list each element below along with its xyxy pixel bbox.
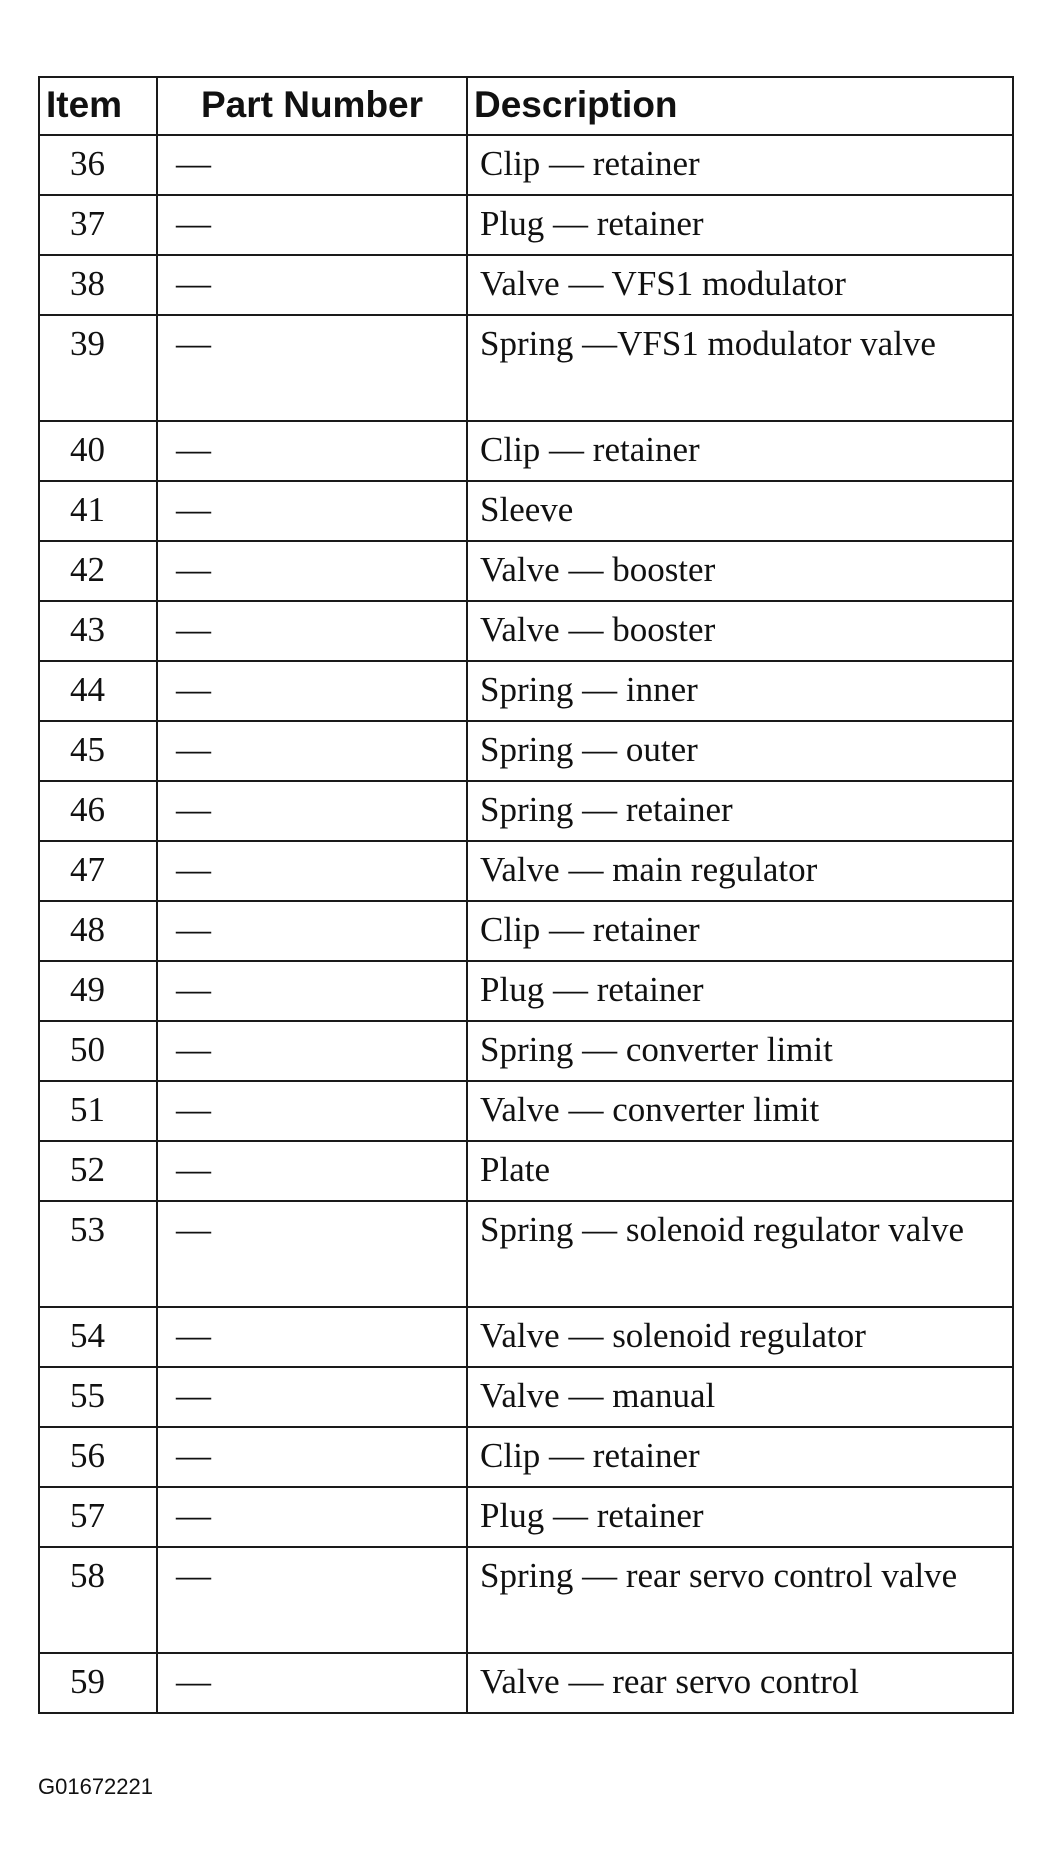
- item-number: 45: [39, 721, 157, 781]
- table-row: [39, 661, 1013, 721]
- item-number: 48: [39, 901, 157, 961]
- part-number: —: [157, 421, 467, 481]
- item-number: 51: [39, 1081, 157, 1141]
- item-number: 49: [39, 961, 157, 1021]
- table-header-row: [39, 77, 1013, 135]
- part-description: Spring — outer: [467, 721, 1013, 781]
- part-description: Valve — VFS1 modulator: [467, 255, 1013, 315]
- table-row: [39, 781, 1013, 841]
- item-number: 59: [39, 1653, 157, 1713]
- table-row: [39, 1201, 1013, 1307]
- table-row: [39, 255, 1013, 315]
- part-number: —: [157, 1081, 467, 1141]
- table-row: [39, 195, 1013, 255]
- item-number: 37: [39, 195, 157, 255]
- part-description: Spring — solenoid regulator valve: [467, 1201, 1013, 1307]
- part-description: Clip — retainer: [467, 901, 1013, 961]
- part-description: Plug — retainer: [467, 1487, 1013, 1547]
- item-number: 46: [39, 781, 157, 841]
- part-number: —: [157, 601, 467, 661]
- part-description: Spring — inner: [467, 661, 1013, 721]
- part-number: —: [157, 781, 467, 841]
- header-part-number: Part Number: [157, 77, 467, 135]
- item-number: 41: [39, 481, 157, 541]
- part-number: —: [157, 961, 467, 1021]
- header-item: Item: [39, 77, 157, 135]
- part-description: Valve — manual: [467, 1367, 1013, 1427]
- part-number: —: [157, 1367, 467, 1427]
- item-number: 56: [39, 1427, 157, 1487]
- part-number: —: [157, 135, 467, 195]
- item-number: 40: [39, 421, 157, 481]
- item-number: 43: [39, 601, 157, 661]
- item-number: 39: [39, 315, 157, 421]
- part-number: —: [157, 841, 467, 901]
- table-row: [39, 541, 1013, 601]
- item-number: 54: [39, 1307, 157, 1367]
- table-row: [39, 1307, 1013, 1367]
- part-number: —: [157, 901, 467, 961]
- part-description: Sleeve: [467, 481, 1013, 541]
- parts-table: [38, 76, 1014, 1714]
- item-number: 50: [39, 1021, 157, 1081]
- table-row: [39, 841, 1013, 901]
- table-row: [39, 1081, 1013, 1141]
- part-description: Valve — booster: [467, 601, 1013, 661]
- table-row: [39, 135, 1013, 195]
- part-description: Plug — retainer: [467, 961, 1013, 1021]
- part-number: —: [157, 721, 467, 781]
- table-row: [39, 1487, 1013, 1547]
- part-number: —: [157, 1021, 467, 1081]
- table-row: [39, 901, 1013, 961]
- item-number: 58: [39, 1547, 157, 1653]
- item-number: 42: [39, 541, 157, 601]
- item-number: 55: [39, 1367, 157, 1427]
- part-description: Valve — solenoid regulator: [467, 1307, 1013, 1367]
- part-description: Spring — converter limit: [467, 1021, 1013, 1081]
- table-row: [39, 315, 1013, 421]
- item-number: 36: [39, 135, 157, 195]
- item-number: 38: [39, 255, 157, 315]
- item-number: 47: [39, 841, 157, 901]
- part-number: —: [157, 661, 467, 721]
- part-number: —: [157, 1487, 467, 1547]
- table-row: [39, 1427, 1013, 1487]
- part-description: Clip — retainer: [467, 1427, 1013, 1487]
- table-row: [39, 721, 1013, 781]
- item-number: 44: [39, 661, 157, 721]
- figure-id: G01672221: [38, 1774, 153, 1799]
- part-number: —: [157, 1547, 467, 1653]
- part-description: Plate: [467, 1141, 1013, 1201]
- table-row: [39, 961, 1013, 1021]
- item-number: 52: [39, 1141, 157, 1201]
- part-description: Spring — rear servo control valve: [467, 1547, 1013, 1653]
- part-number: —: [157, 315, 467, 421]
- table-row: [39, 1021, 1013, 1081]
- part-description: Plug — retainer: [467, 195, 1013, 255]
- table-row: [39, 481, 1013, 541]
- part-description: Valve — main regulator: [467, 841, 1013, 901]
- part-number: —: [157, 195, 467, 255]
- part-number: —: [157, 1427, 467, 1487]
- table-row: [39, 1547, 1013, 1653]
- part-description: Clip — retainer: [467, 421, 1013, 481]
- part-number: —: [157, 1201, 467, 1307]
- header-description: Description: [467, 77, 1013, 135]
- part-number: —: [157, 481, 467, 541]
- table-row: [39, 1367, 1013, 1427]
- part-number: —: [157, 1307, 467, 1367]
- table-row: [39, 1141, 1013, 1201]
- part-description: Valve — booster: [467, 541, 1013, 601]
- part-description: Valve — rear servo control: [467, 1653, 1013, 1713]
- part-number: —: [157, 255, 467, 315]
- part-description: Spring — retainer: [467, 781, 1013, 841]
- part-description: Clip — retainer: [467, 135, 1013, 195]
- part-number: —: [157, 541, 467, 601]
- table-row: [39, 421, 1013, 481]
- part-number: —: [157, 1141, 467, 1201]
- item-number: 57: [39, 1487, 157, 1547]
- table-row: [39, 1653, 1013, 1713]
- part-number: —: [157, 1653, 467, 1713]
- part-description: Spring —VFS1 modulator valve: [467, 315, 1013, 421]
- item-number: 53: [39, 1201, 157, 1307]
- table-row: [39, 601, 1013, 661]
- part-description: Valve — converter limit: [467, 1081, 1013, 1141]
